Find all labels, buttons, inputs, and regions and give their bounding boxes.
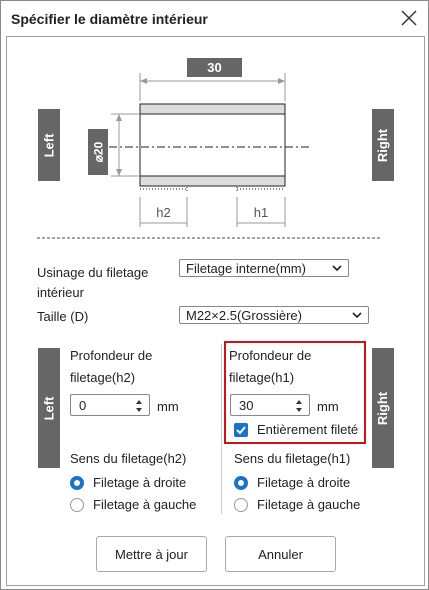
- right-radio-left-thread[interactable]: [234, 498, 248, 512]
- panel-divider: [221, 344, 222, 514]
- usinage-select[interactable]: Filetage interne(mm): [179, 259, 349, 277]
- length-dimension-label: 30: [207, 60, 222, 75]
- right-depth-label: Profondeur de filetage(h1): [229, 348, 312, 385]
- diagram-left-tab: Left: [38, 109, 60, 181]
- left-panel-tab: Left: [38, 348, 60, 468]
- left-depth-label: Profondeur de filetage(h2): [70, 348, 153, 385]
- pipe-diagram: [1, 1, 429, 241]
- right-panel-tab: Right: [372, 348, 394, 468]
- h2-label: h2: [156, 205, 171, 220]
- diameter-dimension-label: ⌀20: [91, 141, 106, 163]
- left-depth-input[interactable]: 0: [70, 394, 150, 416]
- taille-label: Taille (D): [37, 309, 89, 324]
- window-title: Spécifier le diamètre intérieur: [11, 11, 208, 27]
- full-thread-label[interactable]: Entièrement fileté: [257, 422, 359, 437]
- diagram-right-tab: Right: [372, 109, 394, 181]
- cancel-button[interactable]: Annuler: [225, 536, 336, 572]
- h1-label: h1: [253, 205, 269, 220]
- chevron-down-icon: [352, 311, 362, 319]
- right-radio-left-thread-label[interactable]: Filetage à gauche: [257, 497, 361, 512]
- spinner-arrows-icon[interactable]: [135, 399, 143, 413]
- taille-select[interactable]: M22×2.5(Grossière): [179, 306, 369, 324]
- left-radio-left-thread[interactable]: [70, 498, 84, 512]
- highlight-box: [224, 341, 366, 444]
- left-radio-left-thread-label[interactable]: Filetage à gauche: [93, 497, 197, 512]
- left-depth-unit: mm: [157, 399, 179, 414]
- right-radio-right-thread[interactable]: [234, 476, 248, 490]
- left-radio-right-thread[interactable]: [70, 476, 84, 490]
- left-radio-right-thread-label[interactable]: Filetage à droite: [93, 475, 187, 490]
- update-button[interactable]: Mettre à jour: [96, 536, 207, 572]
- chevron-down-icon: [332, 264, 342, 272]
- right-depth-input[interactable]: 30: [230, 394, 310, 416]
- usinage-label: Usinage du filetage intérieur: [37, 265, 149, 300]
- right-depth-unit: mm: [317, 399, 339, 414]
- right-direction-label: Sens du filetage(h1): [234, 451, 351, 466]
- right-radio-right-thread-label[interactable]: Filetage à droite: [257, 475, 351, 490]
- left-direction-label: Sens du filetage(h2): [70, 451, 187, 466]
